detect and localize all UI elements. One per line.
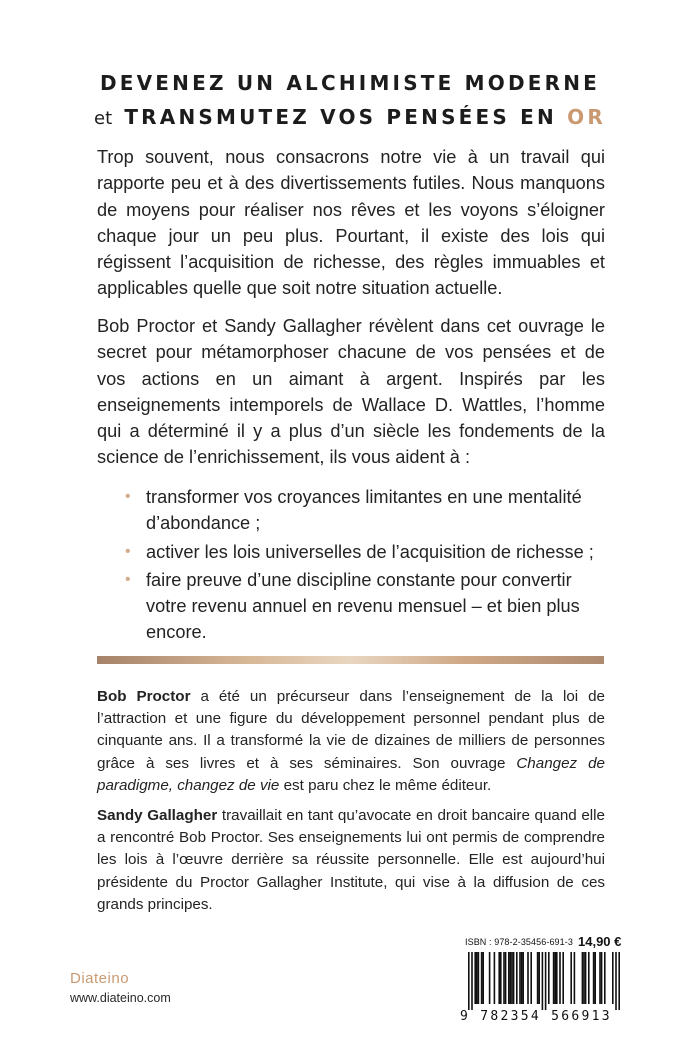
isbn-row xyxy=(452,936,628,950)
price-label: 14,90 € xyxy=(578,934,622,949)
barcode-bar xyxy=(494,952,496,1004)
barcode-bar xyxy=(481,952,483,1004)
barcode-bar xyxy=(570,952,572,1004)
barcode-bar xyxy=(615,952,617,1010)
bio-text: est paru chez le même éditeur. xyxy=(279,776,492,794)
book-title: Changez de paradigme, changez de vie xyxy=(97,754,605,794)
barcode-bar xyxy=(545,952,547,1010)
barcode-block xyxy=(452,936,628,1026)
barcode-bar xyxy=(500,952,502,1004)
benefits-list xyxy=(122,484,607,648)
barcode-bar xyxy=(594,952,596,1004)
barcode-bar xyxy=(574,952,576,1004)
barcode-bar xyxy=(553,952,555,1004)
barcode-bar xyxy=(530,952,532,1004)
gold-divider xyxy=(97,656,604,664)
headline-main: TRANSMUTEZ VOS PENSÉES EN xyxy=(124,105,557,129)
bullet-dot-icon: • xyxy=(125,542,131,560)
barcode-bar xyxy=(474,952,476,1004)
barcode-bar xyxy=(521,952,523,1004)
list-item xyxy=(122,567,607,646)
barcode-bar xyxy=(559,952,561,1004)
list-item xyxy=(122,539,607,565)
author-name: Bob Proctor xyxy=(97,688,191,705)
barcode-bar xyxy=(516,952,518,1004)
barcode-bar xyxy=(593,952,595,1004)
bio-text: a été un précurseur dans l’enseignement de la loi de l’attraction et une figure du développement personnel pendant plus de cinquante ans. Il a transformé la vie de dizaines de milliers de personnes grâce à ses livres et à ses séminaires. Son ouvrage xyxy=(97,688,605,772)
barcode-bar xyxy=(599,952,601,1004)
barcode-bar xyxy=(482,952,484,1004)
barcode-bar xyxy=(503,952,505,1004)
barcode-bar xyxy=(513,952,515,1004)
barcode-bar xyxy=(476,952,478,1004)
barcode-bar xyxy=(489,952,491,1004)
list-item-text: transformer vos croyances limitantes en une mentalité d’abondance ; xyxy=(146,487,582,534)
barcode-bar xyxy=(618,952,620,1010)
barcode-bar xyxy=(510,952,512,1004)
bio-sandy-gallagher xyxy=(97,805,605,916)
barcode-bar xyxy=(542,952,544,1010)
headline-accent: OR xyxy=(567,105,606,129)
barcode-bar xyxy=(588,952,590,1004)
barcode-bar xyxy=(585,952,587,1004)
barcode-bar xyxy=(538,952,540,1004)
barcode-bar xyxy=(554,952,556,1004)
intro-paragraph: Trop souvent, nous consacrons notre vie à un travail qui rapporte peu et à des divertissements futiles. Nous manquons de moyens pour réaliser nos rêves et les voyons s’éloigner chaque jour un peu plus. Pourtant, il existe des lois qui régissent l’acquisition de richesse, des règles immuables et applicables quelle que soit notre situation actuelle. xyxy=(97,147,605,299)
barcode-bar xyxy=(471,952,473,1010)
publisher-url[interactable]: www.diateino.com xyxy=(70,991,171,1005)
barcode-bar xyxy=(505,952,507,1004)
bio-text: travaillait en tant qu’avocate en droit bancaire quand elle a rencontré Bob Proctor. Ses enseignements lui ont permis de comprendre les lois à l’œuvre derrière sa réussite personnelle. Elle est aujourd’hui présidente du Proctor Gallagher Institute, qui vise à la diffusion de ces grands principes. xyxy=(97,807,605,913)
barcode-bar xyxy=(604,952,606,1004)
isbn-label: ISBN : 978-2-35456-691-3 xyxy=(465,937,573,947)
list-item-text: faire preuve d’une discipline constante pour convertir votre revenu annuel en revenu mensuel – et bien plus encore. xyxy=(146,569,580,643)
barcode-bar xyxy=(478,952,480,1004)
headline-line-1: DEVENEZ UN ALCHIMISTE MODERNE xyxy=(99,71,601,95)
bullet-dot-icon: • xyxy=(125,488,131,505)
bullet-dot-icon: • xyxy=(125,570,131,588)
barcode-digits: 9 782354 566913 xyxy=(460,1009,612,1024)
description-paragraph: Bob Proctor et Sandy Gallagher révèlent dans cet ouvrage le secret pour métamorphoser chacune de vos pensées et de vos actions en un aimant à argent. Inspirés par les enseignements intemporels de Wallace D. Wattles, l’homme qui a déterminé il y a plus d’un siècle les fondements de la science de l’enrichissement, ils vous aident à : xyxy=(97,316,605,468)
author-name: Sandy Gallagher xyxy=(97,807,218,824)
barcode-bar xyxy=(537,952,539,1004)
barcode-bars xyxy=(462,952,624,1010)
bio-bob-proctor xyxy=(97,686,605,797)
barcode-bar xyxy=(519,952,521,1004)
barcode-bar xyxy=(583,952,585,1004)
list-item-text: activer les lois universelles de l’acquisition de richesse ; xyxy=(146,541,594,562)
barcode-bar xyxy=(582,952,584,1004)
barcode-bar xyxy=(562,952,564,1004)
barcode-bar xyxy=(612,952,614,1004)
barcode-bar xyxy=(556,952,558,1004)
headline-prefix: et xyxy=(94,108,113,129)
barcode-bar xyxy=(498,952,500,1004)
barcode-bar xyxy=(548,952,550,1004)
barcode-bar xyxy=(511,952,513,1004)
publisher-logo: Diateino xyxy=(70,970,130,987)
list-item xyxy=(122,484,607,537)
barcode-bar xyxy=(601,952,603,1004)
headline-line-2 xyxy=(0,100,700,136)
headline xyxy=(0,66,700,136)
barcode-bar xyxy=(522,952,524,1004)
barcode-bar xyxy=(527,952,529,1004)
barcode-bar xyxy=(508,952,510,1004)
barcode-bar xyxy=(468,952,470,1010)
